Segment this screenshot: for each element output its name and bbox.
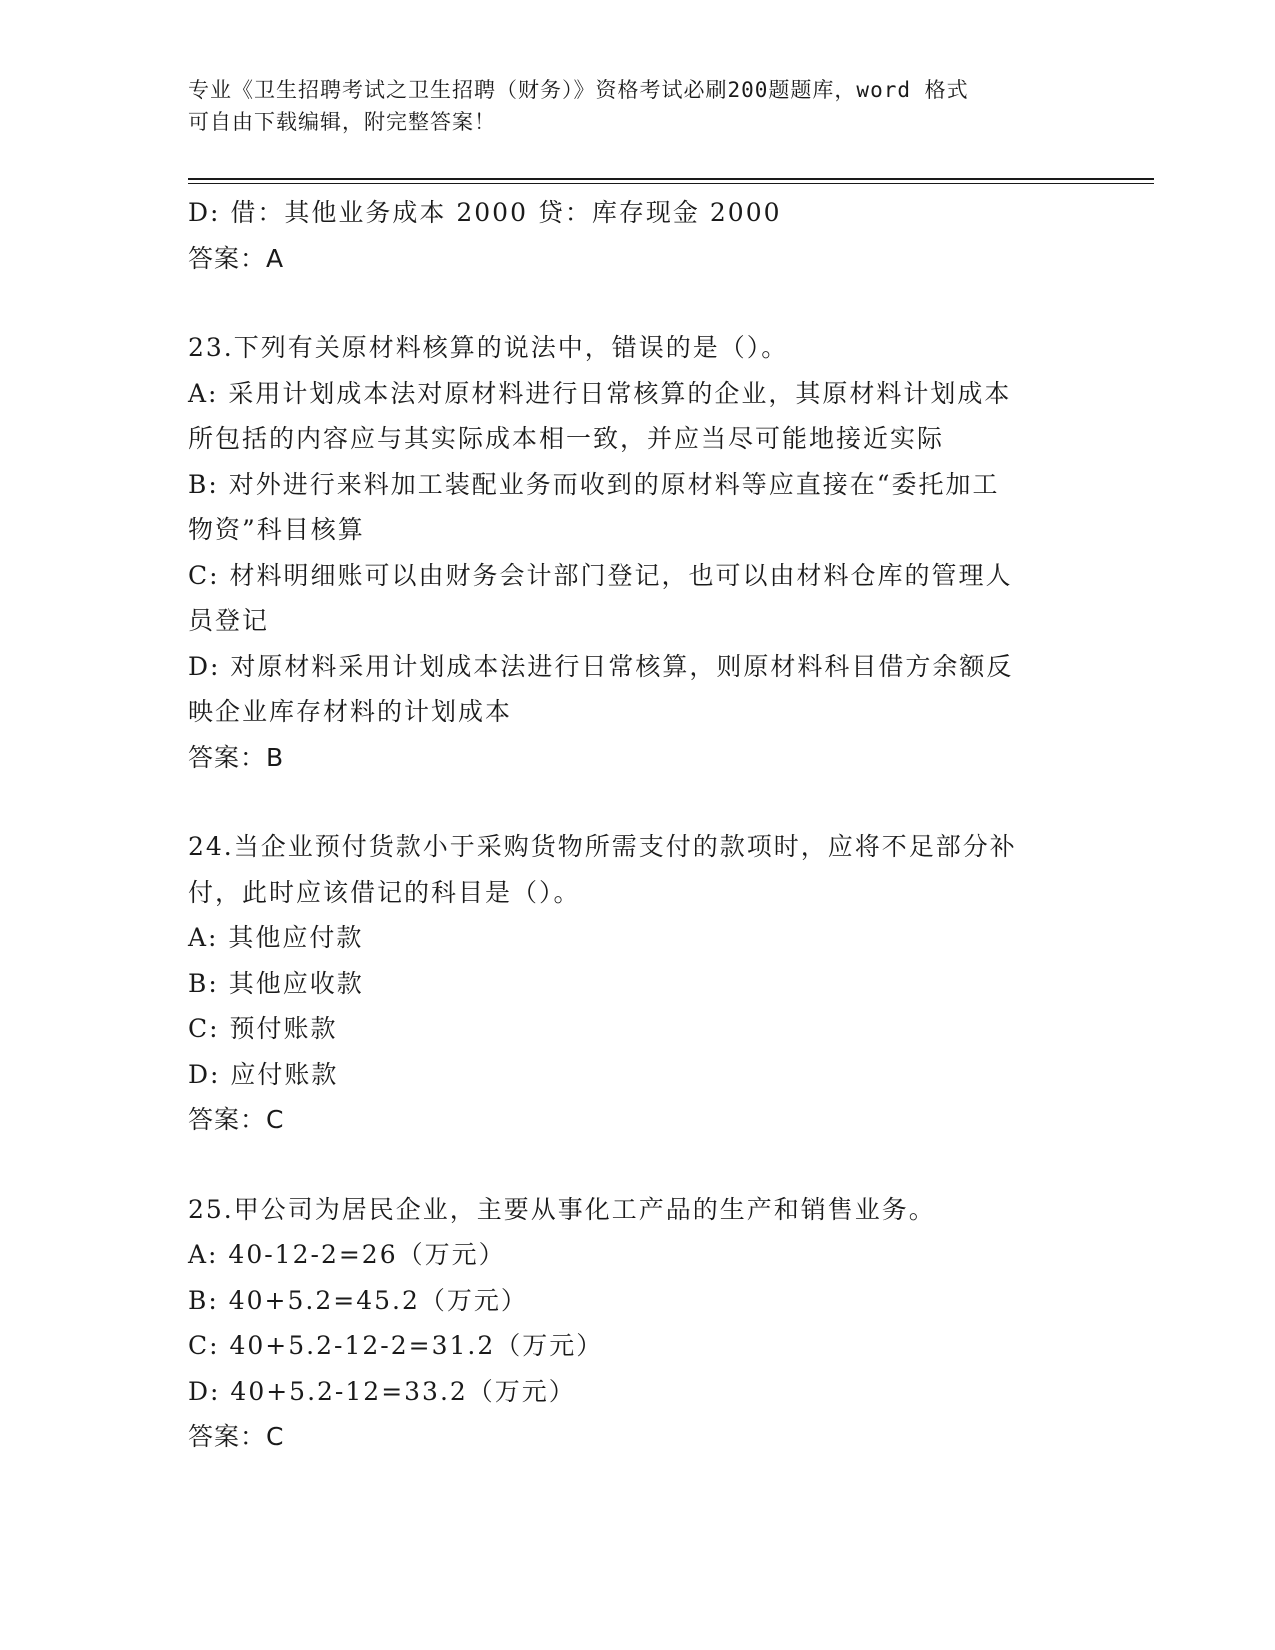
question-stem: 24.当企业预付货款小于采购货物所需支付的款项时，应将不足部分补 xyxy=(188,832,1017,861)
answer-line: 答案：A xyxy=(188,243,285,273)
option-c: C: 40+5.2-12-2=31.2（万元） xyxy=(188,1331,604,1360)
option-b: B: 40+5.2=45.2（万元） xyxy=(188,1285,528,1315)
option-b: B: 其他应收款 xyxy=(188,968,364,998)
option-d-cont: 映企业库存材料的计划成本 xyxy=(188,697,513,726)
spacer xyxy=(188,1143,1088,1187)
answer-line: 答案：B xyxy=(188,742,285,772)
option-a: A: 40-12-2=26（万元） xyxy=(188,1240,506,1269)
option-b-cont: 物资”科目核算 xyxy=(188,515,365,544)
option-b: B: 对外进行来料加工装配业务而收到的原材料等应直接在“委托加工 xyxy=(188,469,1000,499)
question-25 xyxy=(188,1187,1088,1460)
option-a: A: 采用计划成本法对原材料进行日常核算的企业，其原材料计划成本 xyxy=(188,378,1012,408)
spacer xyxy=(188,281,1088,325)
answer-line: 答案：C xyxy=(188,1422,285,1451)
answer-line: 答案：C xyxy=(188,1105,285,1134)
header-line-1: 专业《卫生招聘考试之卫生招聘（财务）》资格考试必刷200题题库，word 格式 xyxy=(188,78,969,102)
question-stem: 23.下列有关原材料核算的说法中，错误的是（）。 xyxy=(188,333,789,362)
option-a-cont: 所包括的内容应与其实际成本相一致，并应当尽可能地接近实际 xyxy=(188,424,945,453)
document-header xyxy=(188,74,1068,138)
option-d: D: 对原材料采用计划成本法进行日常核算，则原材料科目借方余额反 xyxy=(188,651,1014,681)
question-stem: 25.甲公司为居民企业，主要从事化工产品的生产和销售业务。 xyxy=(188,1194,936,1224)
option-d: D: 40+5.2-12=33.2（万元） xyxy=(188,1376,576,1406)
option-a: A: 其他应付款 xyxy=(188,923,364,952)
option-c-cont: 员登记 xyxy=(188,606,270,635)
question-22-tail xyxy=(188,190,1088,281)
header-line-2: 可自由下载编辑，附完整答案！ xyxy=(188,110,496,134)
option-c: C: 材料明细账可以由财务会计部门登记，也可以由材料仓库的管理人 xyxy=(188,560,1013,590)
option-d: D: 借：其他业务成本 2000 贷：库存现金 2000 xyxy=(188,198,782,227)
spacer xyxy=(188,780,1088,824)
header-divider-thin xyxy=(188,183,1154,184)
question-stem-cont: 付，此时应该借记的科目是（）。 xyxy=(188,877,581,907)
question-24 xyxy=(188,824,1088,1143)
header-divider-thick xyxy=(188,178,1154,180)
question-23 xyxy=(188,325,1088,780)
option-c: C: 预付账款 xyxy=(188,1014,338,1043)
option-d: D: 应付账款 xyxy=(188,1059,339,1089)
question-content xyxy=(188,190,1088,1460)
